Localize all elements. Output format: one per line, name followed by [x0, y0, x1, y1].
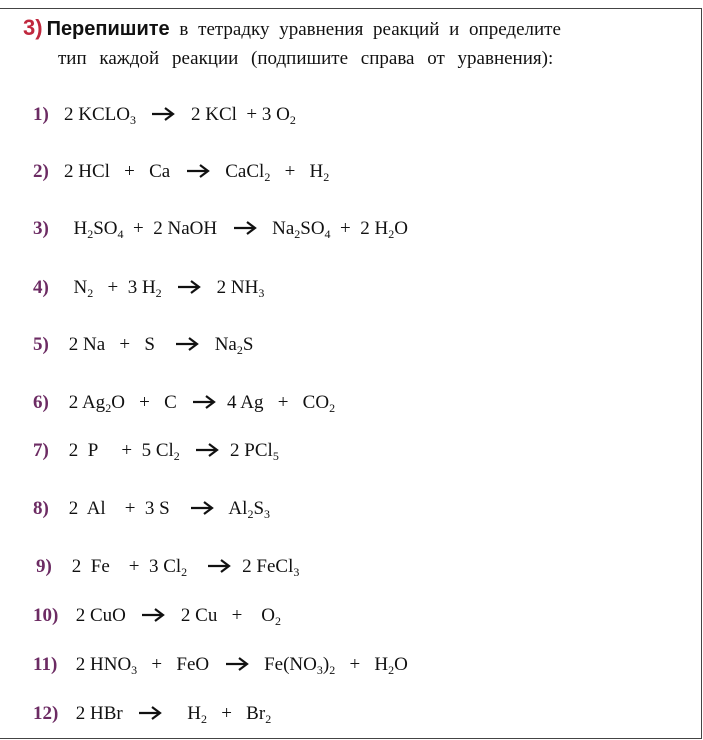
subscript: 2 [388, 227, 395, 241]
arrow-wrapper [186, 392, 222, 413]
arrow-wrapper [189, 440, 225, 461]
formula-text: 2 HNO [71, 654, 132, 675]
formula-text: 2 Na + S [64, 334, 170, 355]
subscript: 2 [275, 614, 282, 628]
arrow-wrapper [184, 498, 220, 519]
equation-formula [64, 392, 335, 414]
formula-text: + H [335, 654, 389, 675]
reaction-arrow-icon [151, 107, 175, 121]
subscript: 2 [323, 170, 330, 184]
arrow-wrapper [180, 161, 216, 182]
subscript: 3 [264, 507, 271, 521]
equation-number: 9) [36, 556, 52, 577]
formula-text [180, 440, 190, 461]
subscript: 2 [388, 663, 395, 677]
formula-text: 2 P + 5 Cl [64, 440, 174, 461]
subscript: 5 [272, 449, 279, 463]
subscript: 2 [181, 565, 188, 579]
subscript: 3 [258, 286, 265, 300]
formula-text [162, 277, 172, 298]
equation-formula [67, 556, 299, 578]
formula-text: 2 Ag [64, 392, 106, 413]
formula-text: S [242, 334, 254, 355]
equation-formula [64, 334, 253, 356]
formula-text: 2 KCLO [64, 104, 130, 125]
formula-text: N [64, 277, 88, 298]
equation-number: 2) [33, 161, 49, 182]
reaction-arrow-icon [195, 443, 219, 457]
formula-text: 2 KCl + 3 O [181, 104, 290, 125]
reaction-arrow-icon [186, 164, 210, 178]
equation-number: 11) [33, 654, 58, 675]
subscript: 3 [316, 663, 323, 677]
formula-text: Fe(NO [254, 654, 317, 675]
task-instruction-continued: тип каждой реакции (подпишите справа от уравнения): [58, 48, 554, 69]
formula-text: SO [300, 218, 325, 239]
subscript: 2 [265, 712, 272, 726]
formula-text: 4 Ag + CO [222, 392, 330, 413]
equation-formula [64, 277, 264, 299]
formula-text: 2 Fe + 3 Cl [67, 556, 182, 577]
equation-number: 12) [33, 703, 59, 724]
equation-formula [64, 440, 279, 462]
equation-formula [64, 161, 329, 183]
subscript: 2 [155, 286, 162, 300]
reaction-arrow-icon [141, 608, 165, 622]
reaction-arrow-icon [138, 706, 162, 720]
formula-text: 2 Al + 3 S [64, 498, 184, 519]
equation-number: 3) [33, 218, 49, 239]
task-heading-line [23, 14, 693, 45]
equation-number: 1) [33, 104, 49, 125]
arrow-wrapper [145, 104, 181, 125]
formula-text: 2 CuO [71, 605, 136, 626]
formula-text: 2 FeCl [237, 556, 294, 577]
subscript: 2 [200, 712, 207, 726]
reaction-arrow-icon [192, 395, 216, 409]
formula-text: + 3 H [93, 277, 156, 298]
equation-number: 6) [33, 392, 49, 413]
formula-text: + FeO [137, 654, 219, 675]
arrow-wrapper [201, 556, 237, 577]
reaction-arrow-icon [225, 657, 249, 671]
formula-text: 2 HBr [71, 703, 133, 724]
formula-text: 2 NH [207, 277, 259, 298]
reaction-arrow-icon [175, 337, 199, 351]
task-verb: Перепишите [46, 18, 170, 40]
subscript: 3 [131, 663, 138, 677]
subscript: 2 [329, 401, 336, 415]
formula-text: ) [322, 654, 330, 675]
formula-text: + 2 NaOH [123, 218, 227, 239]
subscript: 2 [264, 170, 271, 184]
subscript: 3 [293, 565, 300, 579]
equation-number: 4) [33, 277, 49, 298]
arrow-wrapper [135, 605, 171, 626]
subscript: 2 [105, 401, 112, 415]
arrow-wrapper [169, 334, 205, 355]
equation-number: 8) [33, 498, 49, 519]
formula-text: Na [205, 334, 237, 355]
formula-text: + H [270, 161, 324, 182]
equation-number: 7) [33, 440, 49, 461]
formula-text: CaCl [215, 161, 265, 182]
formula-text: S [253, 498, 265, 519]
subscript: 2 [294, 227, 301, 241]
task-header [23, 14, 693, 73]
reaction-arrow-icon [190, 501, 214, 515]
reaction-arrow-icon [177, 280, 201, 294]
formula-text: 2 HCl + Ca [64, 161, 180, 182]
formula-text: + Br [206, 703, 266, 724]
formula-text: H [64, 218, 88, 239]
task-instruction-text: в тетрадку уравнения реакций и определите [169, 19, 561, 40]
subscript: 2 [87, 286, 94, 300]
formula-text: 2 Cu + O [171, 605, 276, 626]
equation-formula [71, 654, 408, 676]
equation-formula [71, 703, 271, 725]
subscript: 2 [329, 663, 336, 677]
subscript: 4 [324, 227, 331, 241]
formula-text: SO [93, 218, 118, 239]
arrow-wrapper [132, 703, 168, 724]
equation-formula [64, 104, 296, 126]
formula-text: Al [219, 498, 248, 519]
subscript: 2 [236, 343, 243, 357]
formula-text: H [168, 703, 201, 724]
formula-text: O [394, 654, 408, 675]
equation-formula [64, 498, 270, 520]
formula-text: O [394, 218, 408, 239]
formula-text: Na [262, 218, 295, 239]
equation-formula [64, 218, 408, 240]
subscript: 2 [247, 507, 254, 521]
subscript: 2 [173, 449, 180, 463]
arrow-wrapper [227, 218, 263, 239]
arrow-wrapper [219, 654, 255, 675]
equation-number: 10) [33, 605, 59, 626]
formula-text: + 2 H [330, 218, 389, 239]
arrow-wrapper [171, 277, 207, 298]
subscript: 2 [87, 227, 94, 241]
equation-number: 5) [33, 334, 49, 355]
formula-text: O + C [111, 392, 187, 413]
reaction-arrow-icon [207, 559, 231, 573]
formula-text: 2 PCl [225, 440, 273, 461]
formula-text [187, 556, 201, 577]
subscript: 3 [129, 113, 136, 127]
subscript: 4 [117, 227, 124, 241]
task-number: 3) [23, 15, 43, 40]
subscript: 2 [289, 113, 296, 127]
reaction-arrow-icon [233, 221, 257, 235]
equation-formula [71, 605, 281, 627]
